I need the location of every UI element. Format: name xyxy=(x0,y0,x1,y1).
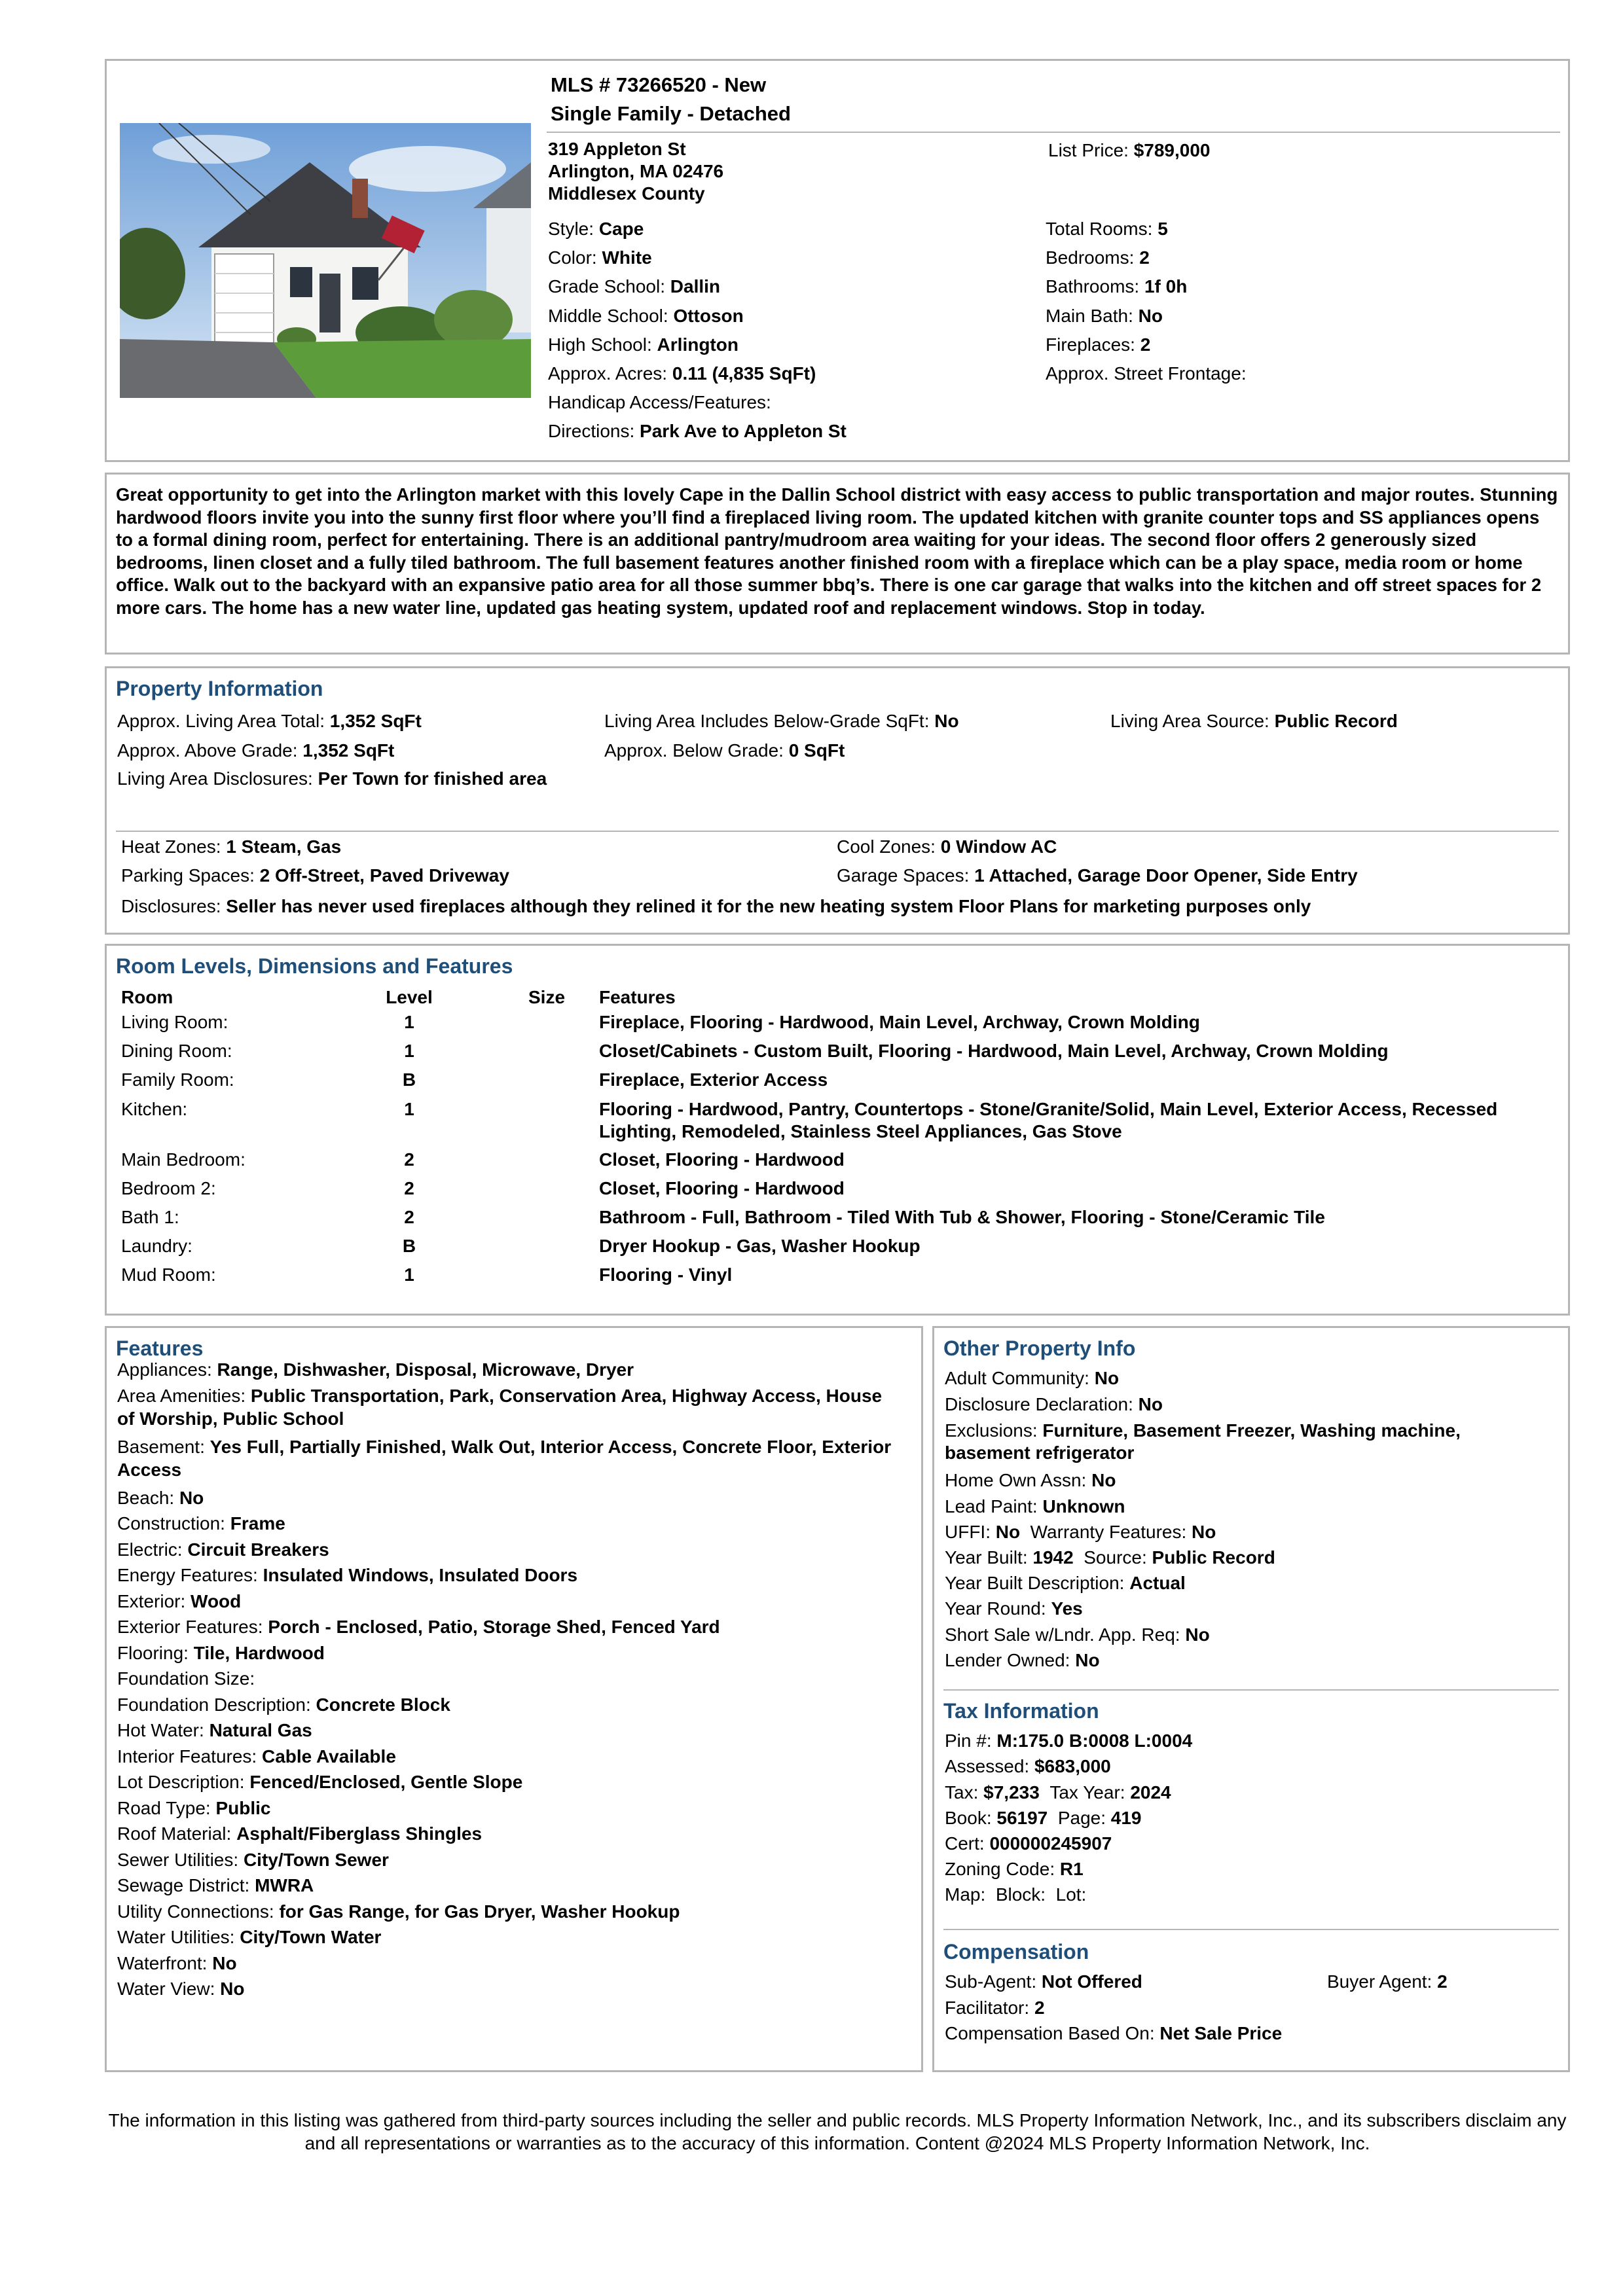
feature-item: Road Type: Public xyxy=(117,1797,271,1818)
disclaimer-footer: The information in this listing was gathered from third-party sources including the seller and public records. MLS Property Information Network, Inc., and its subscribers disclaim any and all representations or warranties as to the accuracy of this information. Content @2024 MLS Property Information Network, Inc. xyxy=(108,2110,1567,2153)
feature-item: Waterfront: No xyxy=(117,1952,237,1973)
above-grade: Approx. Above Grade: 1,352 SqFt xyxy=(117,740,395,761)
map-block-lot: Map: Block: Lot: xyxy=(945,1884,1087,1905)
compensation-based-on: Compensation Based On: Net Sale Price xyxy=(945,2023,1283,2043)
room-level: 2 xyxy=(404,1149,414,1170)
features-section xyxy=(105,1326,923,2072)
public-remarks: Great opportunity to get into the Arlington market with this lovely Cape in the Dallin School district with easy access to public transportation and major routes. Stunning hardwood floors invite you into the sunny first floor where you’ll find a fireplaced living room. The updated kitchen with granite counter tops and SS appliances opens to a formal dining room, perfect for entertaining. There is an additional pantry/mudroom area waiting for your ideas. The second floor offers 2 generously sized bedrooms, linen closet and a fully tiled bathroom. The full basement features another finished room with a fireplace which can be a play space, media room or home office. Walk out to the backyard with an expansive patio area for all those summer bbq’s. There is one car garage that walks into the kitchen and off street spaces for 2 more cars. The home has a new water line, updated gas heating system, updated roof and replacement windows. Stop in today. xyxy=(116,484,1558,618)
uffi-warranty: UFFI: No Warranty Features: No xyxy=(945,1522,1216,1542)
tax-amount: Tax: $7,233 Tax Year: 2024 xyxy=(945,1782,1171,1803)
zoning-code: Zoning Code: R1 xyxy=(945,1859,1084,1879)
parking-spaces: Parking Spaces: 2 Off-Street, Paved Driveway xyxy=(121,865,509,886)
feature-item: Beach: No xyxy=(117,1487,204,1508)
buyer-agent: Buyer Agent: 2 xyxy=(1327,1971,1448,1992)
lender-owned: Lender Owned: No xyxy=(945,1650,1100,1670)
header-field: Approx. Acres: 0.11 (4,835 SqFt) xyxy=(548,363,816,384)
feature-item: Flooring: Tile, Hardwood xyxy=(117,1642,325,1663)
header-field: Color: White xyxy=(548,247,652,268)
living-area-includes-below: Living Area Includes Below-Grade SqFt: No xyxy=(604,711,959,731)
property-information-title: Property Information xyxy=(116,677,323,700)
pin-number: Pin #: M:175.0 B:0008 L:0004 xyxy=(945,1731,1193,1751)
room-name: Living Room: xyxy=(121,1012,228,1032)
compensation-divider xyxy=(943,1929,1559,1930)
room-features: Fireplace, Flooring - Hardwood, Main Level, Archway, Crown Molding xyxy=(599,1012,1200,1032)
features-title: Features xyxy=(116,1336,204,1360)
sub-agent: Sub-Agent: Not Offered xyxy=(945,1971,1142,1992)
header-field: High School: Arlington xyxy=(548,334,739,355)
assessed: Assessed: $683,000 xyxy=(945,1756,1111,1776)
tax-information-title: Tax Information xyxy=(943,1699,1099,1723)
feature-item: Electric: Circuit Breakers xyxy=(117,1539,329,1560)
room-features: Flooring - Hardwood, Pantry, Countertops - Stone/Granite/Solid, Main Level, Exterior Access, Recessed Lighting, Remodeled, Stainless Steel Appliances, Gas Stove xyxy=(599,1099,1498,1141)
feature-item: Hot Water: Natural Gas xyxy=(117,1720,312,1740)
room-features: Closet, Flooring - Hardwood xyxy=(599,1149,845,1170)
mls-number: MLS # 73266520 - New xyxy=(551,73,767,96)
property-type: Single Family - Detached xyxy=(551,102,791,125)
room-features: Closet, Flooring - Hardwood xyxy=(599,1178,845,1198)
size-header: Size xyxy=(528,987,566,1007)
feature-item: Sewage District: MWRA xyxy=(117,1875,314,1895)
room-features: Fireplace, Exterior Access xyxy=(599,1069,828,1090)
feature-item: Roof Material: Asphalt/Fiberglass Shingles xyxy=(117,1823,483,1844)
feature-item: Sewer Utilities: City/Town Sewer xyxy=(117,1849,389,1870)
exclusions: Exclusions: Furniture, Basement Freezer, Washing machine, basement refrigerator xyxy=(945,1420,1461,1463)
room-level: 2 xyxy=(404,1178,414,1198)
address-city: Arlington, MA 02476 xyxy=(548,161,724,181)
feature-item: Area Amenities: Public Transportation, Park, Conservation Area, Highway Access, House of Worship, Public School xyxy=(117,1385,883,1429)
short-sale: Short Sale w/Lndr. App. Req: No xyxy=(945,1624,1210,1645)
room-name: Bath 1: xyxy=(121,1207,179,1227)
tax-divider xyxy=(943,1689,1559,1691)
feature-item: Interior Features: Cable Available xyxy=(117,1746,396,1767)
room-level: 1 xyxy=(404,1099,414,1119)
room-features: Flooring - Vinyl xyxy=(599,1265,733,1285)
level-header: Level xyxy=(386,987,433,1007)
feature-item: Construction: Frame xyxy=(117,1513,285,1534)
cool-zones: Cool Zones: 0 Window AC xyxy=(837,836,1057,857)
lead-paint: Lead Paint: Unknown xyxy=(945,1496,1125,1516)
room-levels-section xyxy=(105,944,1570,1316)
features-header: Features xyxy=(599,987,676,1007)
header-field: Middle School: Ottoson xyxy=(548,306,744,326)
below-grade: Approx. Below Grade: 0 SqFt xyxy=(604,740,845,761)
room-level: 1 xyxy=(404,1012,414,1032)
feature-item: Water Utilities: City/Town Water xyxy=(117,1927,382,1947)
header-field: Directions: Park Ave to Appleton St xyxy=(548,421,847,441)
cert: Cert: 000000245907 xyxy=(945,1833,1112,1854)
room-level: 1 xyxy=(404,1265,414,1285)
header-field: Bedrooms: 2 xyxy=(1046,247,1150,268)
property-photo xyxy=(120,123,531,398)
room-level: B xyxy=(402,1236,416,1256)
room-features: Bathroom - Full, Bathroom - Tiled With Tub & Shower, Flooring - Stone/Ceramic Tile xyxy=(599,1207,1325,1227)
year-built: Year Built: 1942 Source: Public Record xyxy=(945,1547,1275,1568)
disclosure-declaration: Disclosure Declaration: No xyxy=(945,1394,1163,1414)
living-area-disclosures: Living Area Disclosures: Per Town for finished area xyxy=(117,768,547,789)
property-divider xyxy=(116,831,1559,832)
year-built-description: Year Built Description: Actual xyxy=(945,1573,1186,1593)
room-name: Bedroom 2: xyxy=(121,1178,216,1198)
room-level: 1 xyxy=(404,1041,414,1061)
room-level: 2 xyxy=(404,1207,414,1227)
adult-community: Adult Community: No xyxy=(945,1368,1120,1388)
feature-item: Exterior Features: Porch - Enclosed, Patio, Storage Shed, Fenced Yard xyxy=(117,1617,720,1637)
room-header: Room xyxy=(121,987,173,1007)
room-name: Dining Room: xyxy=(121,1041,232,1061)
feature-item: Basement: Yes Full, Partially Finished, Walk Out, Interior Access, Concrete Floor, Exterior Access xyxy=(117,1436,892,1480)
room-features: Closet/Cabinets - Custom Built, Flooring - Hardwood, Main Level, Archway, Crown Molding xyxy=(599,1041,1389,1061)
garage-spaces: Garage Spaces: 1 Attached, Garage Door Opener, Side Entry xyxy=(837,865,1358,886)
other-info-title: Other Property Info xyxy=(943,1336,1136,1360)
header-field: Style: Cape xyxy=(548,219,644,239)
property-information-section xyxy=(105,666,1570,935)
feature-item: Utility Connections: for Gas Range, for Gas Dryer, Washer Hookup xyxy=(117,1901,680,1922)
other-info-section xyxy=(932,1326,1570,2072)
header-field: Handicap Access/Features: xyxy=(548,392,771,412)
room-name: Mud Room: xyxy=(121,1265,216,1285)
header-field: Total Rooms: 5 xyxy=(1046,219,1168,239)
address-street: 319 Appleton St xyxy=(548,139,686,159)
header-field: Approx. Street Frontage: xyxy=(1046,363,1247,384)
book-page: Book: 56197 Page: 419 xyxy=(945,1808,1142,1828)
room-name: Family Room: xyxy=(121,1069,234,1090)
header-field: Fireplaces: 2 xyxy=(1046,334,1151,355)
header-field: Grade School: Dallin xyxy=(548,276,721,296)
room-level: B xyxy=(402,1069,416,1090)
living-area-total: Approx. Living Area Total: 1,352 SqFt xyxy=(117,711,422,731)
feature-item: Water View: No xyxy=(117,1979,245,1999)
header-field: Main Bath: No xyxy=(1046,306,1163,326)
room-levels-title: Room Levels, Dimensions and Features xyxy=(116,954,513,978)
feature-item: Foundation Size: xyxy=(117,1668,255,1689)
room-name: Laundry: xyxy=(121,1236,192,1256)
home-own-assn: Home Own Assn: No xyxy=(945,1470,1116,1490)
feature-item: Appliances: Range, Dishwasher, Disposal, Microwave, Dryer xyxy=(117,1359,634,1380)
room-features: Dryer Hookup - Gas, Washer Hookup xyxy=(599,1236,921,1256)
listing-header xyxy=(105,59,1570,462)
year-round: Year Round: Yes xyxy=(945,1598,1083,1619)
disclosures: Disclosures: Seller has never used fireplaces although they relined it for the new heating system Floor Plans for marketing purposes only xyxy=(121,896,1311,916)
room-name: Main Bedroom: xyxy=(121,1149,246,1170)
heat-zones: Heat Zones: 1 Steam, Gas xyxy=(121,836,342,857)
list-price: List Price: $789,000 xyxy=(1048,140,1211,160)
facilitator: Facilitator: 2 xyxy=(945,1998,1045,2018)
header-field: Bathrooms: 1f 0h xyxy=(1046,276,1188,296)
feature-item: Energy Features: Insulated Windows, Insulated Doors xyxy=(117,1565,578,1585)
remarks-section xyxy=(105,473,1570,655)
room-name: Kitchen: xyxy=(121,1099,188,1119)
address-county: Middlesex County xyxy=(548,183,705,204)
header-divider xyxy=(547,132,1560,133)
feature-item: Lot Description: Fenced/Enclosed, Gentle Slope xyxy=(117,1772,523,1792)
compensation-title: Compensation xyxy=(943,1940,1089,1964)
feature-item: Foundation Description: Concrete Block xyxy=(117,1694,450,1715)
living-area-source: Living Area Source: Public Record xyxy=(1110,711,1398,731)
feature-item: Exterior: Wood xyxy=(117,1590,242,1611)
